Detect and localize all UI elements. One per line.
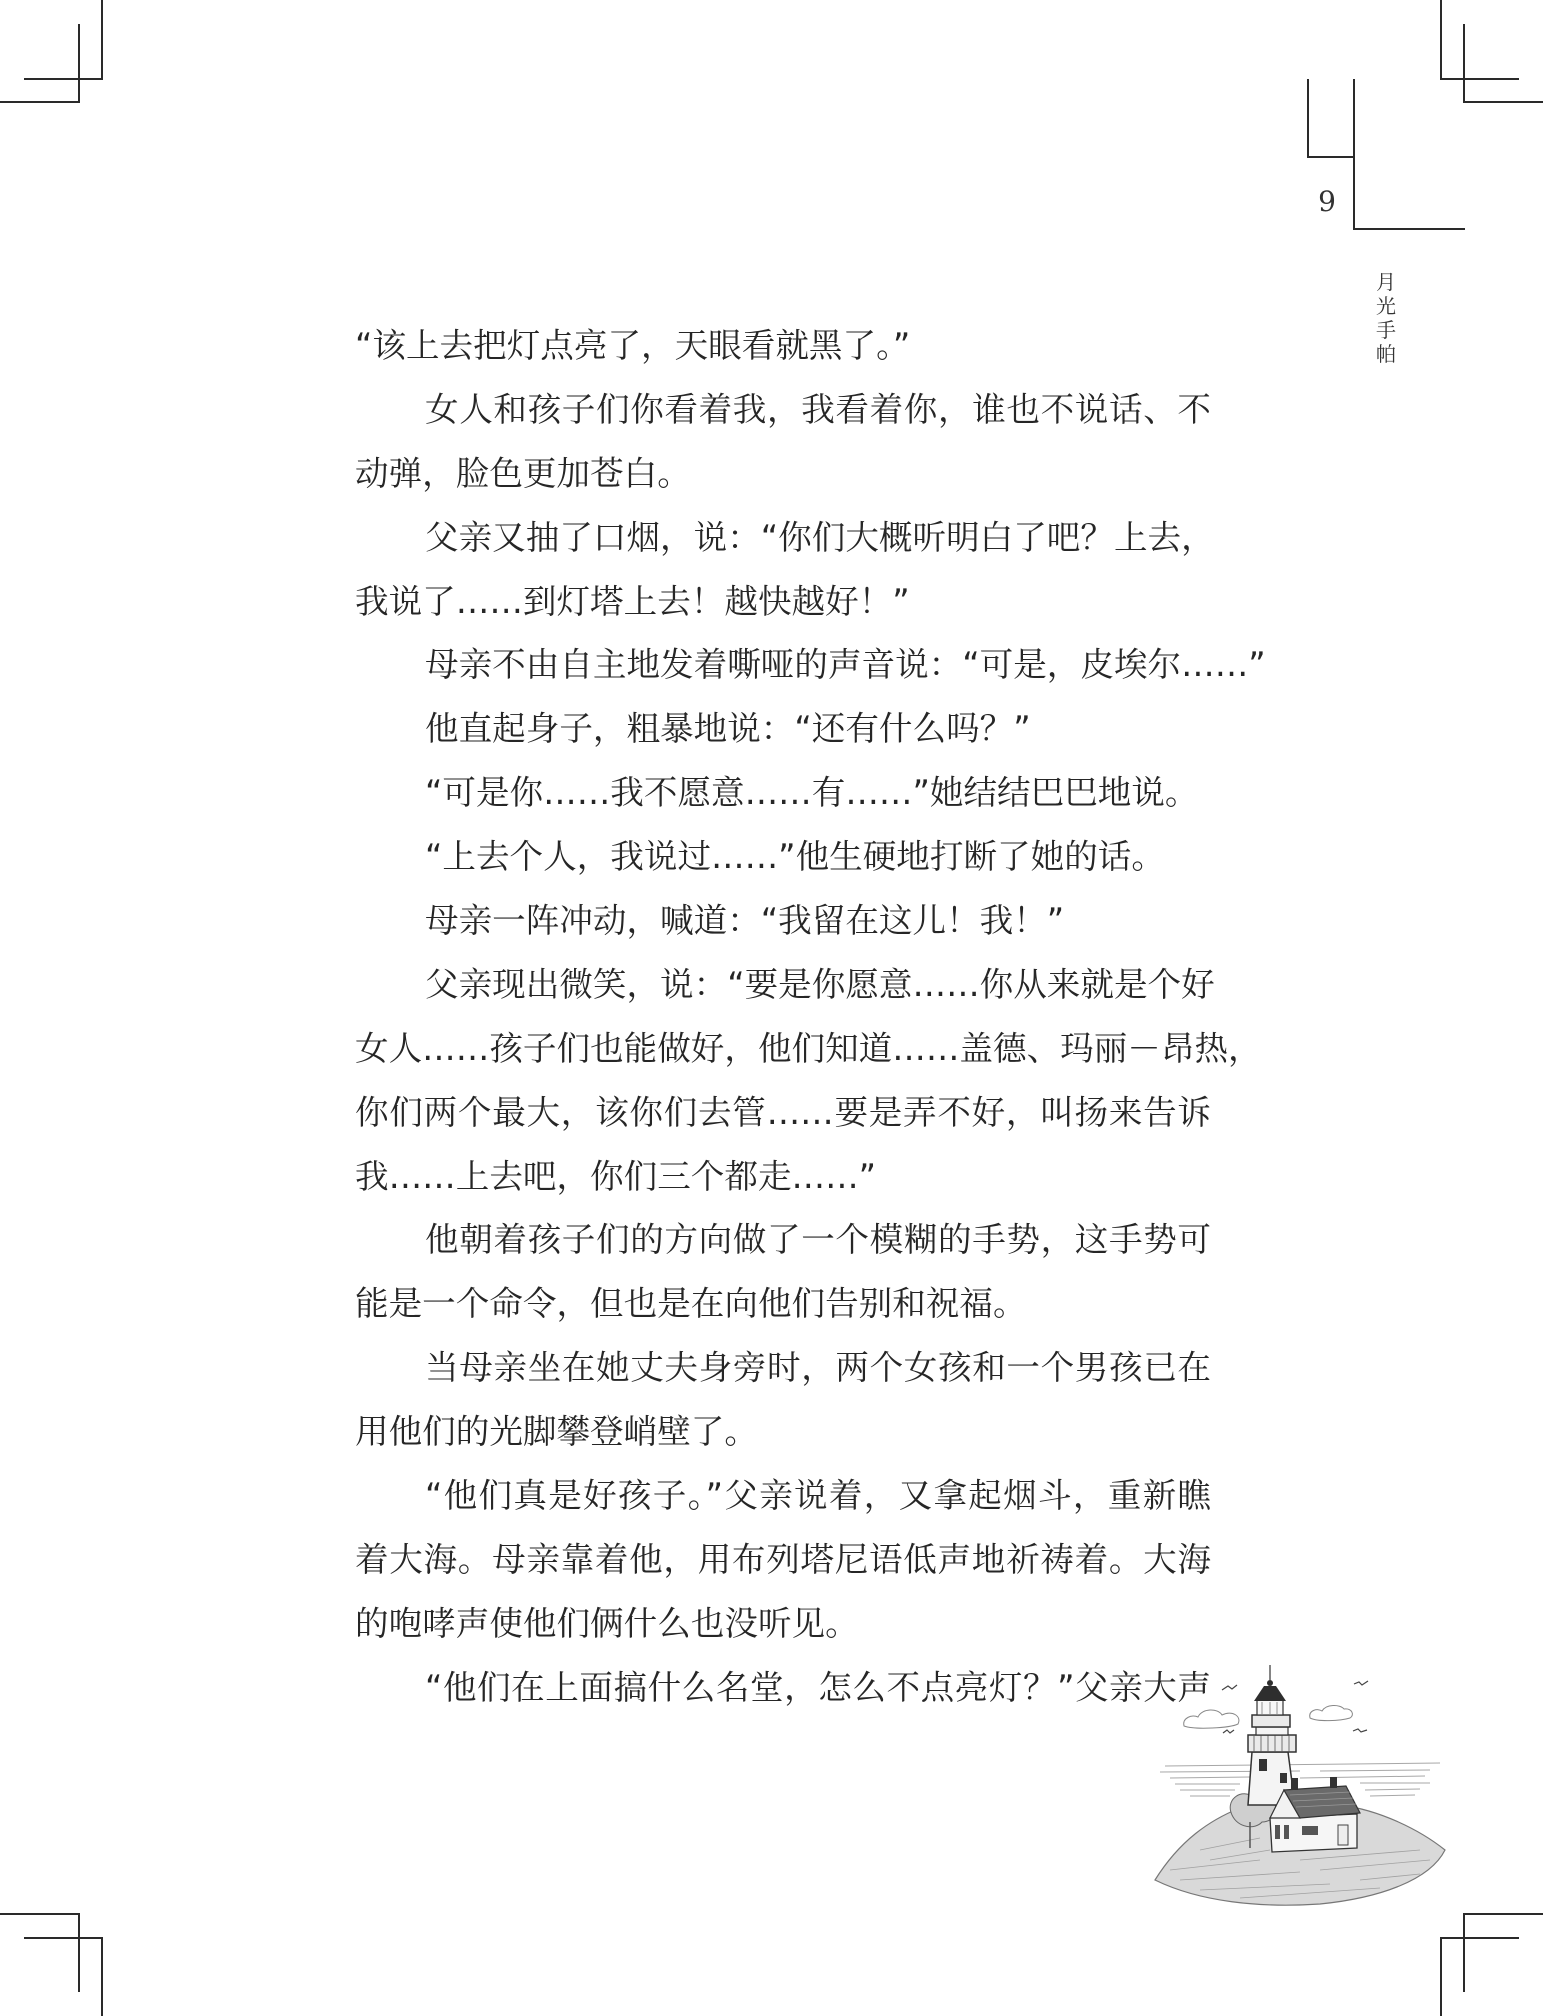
text-line: 你们两个最大，该你们去管……要是弄不好，叫扬来告诉 xyxy=(355,1092,1211,1132)
text-line: 母亲不由自主地发着嘶哑的声音说：“可是，皮埃尔……” xyxy=(425,645,1266,685)
text-line: 女人……孩子们也能做好，他们知道……盖德、玛丽－昂热， xyxy=(355,1028,1262,1068)
crop-mark xyxy=(1440,1937,1519,1939)
text-line: 用他们的光脚攀登峭壁了。 xyxy=(355,1412,758,1452)
crop-mark xyxy=(101,0,103,79)
bird-icon xyxy=(1222,1685,1237,1690)
page-number: 9 xyxy=(1318,185,1336,218)
crop-mark xyxy=(78,24,80,103)
text-line: “该上去把灯点亮了，天眼看就黑了。” xyxy=(355,326,911,365)
crop-mark xyxy=(1463,1913,1465,1992)
text-line: 他直起身子，粗暴地说：“还有什么吗？” xyxy=(425,709,1031,749)
lighthouse-roof-icon xyxy=(1254,1686,1286,1701)
running-title-char: 手 xyxy=(1376,318,1396,342)
cloud-icon xyxy=(1184,1710,1239,1728)
text-line: 我……上去吧，你们三个都走……” xyxy=(355,1156,877,1196)
crop-mark xyxy=(1440,0,1442,79)
text-line: 我说了……到灯塔上去！越快越好！” xyxy=(355,581,910,621)
running-title xyxy=(1373,270,1399,366)
crop-mark xyxy=(1463,24,1465,103)
crop-mark xyxy=(0,1913,79,1915)
text-line: 父亲现出微笑，说：“要是你愿意……你从来就是个好 xyxy=(425,964,1215,1004)
header-rule xyxy=(1353,79,1355,230)
bird-icon xyxy=(1353,1729,1367,1732)
crop-mark xyxy=(101,1937,103,2016)
running-title-char: 帕 xyxy=(1376,342,1396,366)
text-line: 他朝着孩子们的方向做了一个模糊的手势，这手势可 xyxy=(425,1220,1211,1260)
header-rule xyxy=(1307,156,1355,158)
crop-mark xyxy=(24,78,103,80)
header-rule xyxy=(1353,228,1465,230)
running-title-char: 月 xyxy=(1376,270,1396,294)
crop-mark xyxy=(78,1913,80,1992)
bird-icon xyxy=(1223,1730,1234,1733)
crop-mark xyxy=(0,101,79,103)
text-line: 父亲又抽了口烟，说：“你们大概听明白了吧？上去， xyxy=(425,517,1215,557)
text-line: “上去个人，我说过……”他生硬地打断了她的话。 xyxy=(425,837,1165,877)
header-rule xyxy=(1307,79,1309,158)
crop-mark xyxy=(1440,78,1519,80)
text-line: “他们在上面搞什么名堂，怎么不点亮灯？”父亲大声 xyxy=(425,1667,1211,1707)
text-line: 着大海。母亲靠着他，用布列塔尼语低声地祈祷着。大海 xyxy=(355,1539,1211,1579)
body-text xyxy=(355,314,1266,1720)
lighthouse-illustration xyxy=(1140,1650,1460,1920)
bird-icon xyxy=(1354,1681,1368,1685)
crop-mark xyxy=(1463,1913,1543,1915)
text-line: “可是你……我不愿意……有……”她结结巴巴地说。 xyxy=(425,773,1199,813)
crop-mark xyxy=(1440,1937,1442,2016)
text-line: 母亲一阵冲动，喊道：“我留在这儿！我！” xyxy=(425,901,1065,941)
cloud-icon xyxy=(1310,1705,1353,1720)
crop-mark xyxy=(1463,101,1543,103)
running-title-char: 光 xyxy=(1376,294,1396,318)
text-line: 女人和孩子们你看着我，我看着你，谁也不说话、不 xyxy=(425,389,1211,429)
text-line: 能是一个命令，但也是在向他们告别和祝福。 xyxy=(355,1284,1027,1324)
text-line: “他们真是好孩子。”父亲说着，又拿起烟斗，重新瞧 xyxy=(425,1476,1211,1516)
text-line: 的咆哮声使他们俩什么也没听见。 xyxy=(355,1603,859,1643)
crop-mark xyxy=(24,1937,103,1939)
text-line: 当母亲坐在她丈夫身旁时，两个女孩和一个男孩已在 xyxy=(425,1348,1211,1388)
text-line: 动弹，脸色更加苍白。 xyxy=(355,453,691,493)
